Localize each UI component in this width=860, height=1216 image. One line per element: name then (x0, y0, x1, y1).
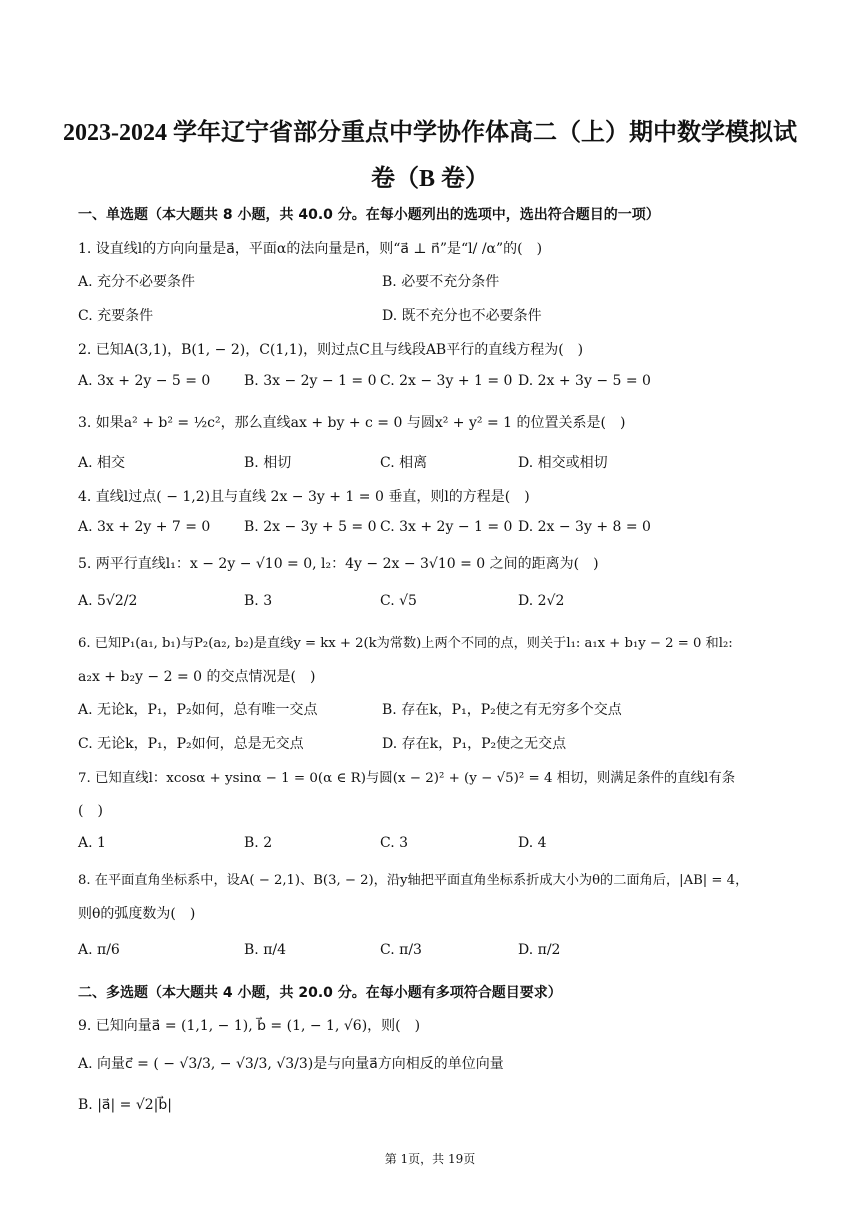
question-5-option-a: A. 5√2/2 (78, 593, 138, 609)
section-heading-multiple-choice: 二、多选题（本大题共 4 小题，共 20.0 分。在每小题有多项符合题目要求） (78, 985, 562, 1001)
question-1-stem: 1. 设直线l的方向向量是a⃗，平面α的法向量是n⃗，则“a⃗ ⊥ n⃗”是“l/ /α”的( ) (78, 241, 543, 257)
question-4-option-a: A. 3x + 2y + 7 = 0 (78, 519, 211, 535)
question-7-stem-line-1: 7. 已知直线l：xcosα + ysinα − 1 = 0(α ∈ R)与圆(x − 2)² + (y − √5)² = 4 相切，则满足条件的直线l有条 (78, 771, 736, 786)
question-5-stem: 5. 两平行直线l₁：x − 2y − √10 = 0, l₂：4y − 2x − 3√10 = 0 之间的距离为( ) (78, 556, 599, 572)
question-6-stem-line-1: 6. 已知P₁(a₁, b₁)与P₂(a₂, b₂)是直线y = kx + 2(k为常数)上两个不同的点，则关于l₁: a₁x + b₁y − 2 = 0 和l₂: (78, 636, 733, 651)
question-8-stem-line-1: 8. 在平面直角坐标系中，设A( − 2,1)、B(3, − 2)，沿y轴把平面直角坐标系折成大小为θ的二面角后，|AB| = 4， (78, 873, 749, 888)
question-8-option-d: D. π/2 (518, 942, 561, 958)
question-2-option-c: C. 2x − 3y + 1 = 0 (380, 373, 513, 389)
section-heading-single-choice: 一、单选题（本大题共 8 小题，共 40.0 分。在每小题列出的选项中，选出符合题目的一项） (78, 207, 660, 223)
question-1-option-a: A. 充分不必要条件 (78, 274, 196, 290)
question-9-option-b: B. |a⃗| = √2|b⃗| (78, 1097, 172, 1113)
question-4-stem: 4. 直线l过点( − 1,2)且与直线 2x − 3y + 1 = 0 垂直，则l的方程是( ) (78, 489, 530, 505)
question-4-option-c: C. 3x + 2y − 1 = 0 (380, 519, 513, 535)
document-title-line-1: 2023-2024 学年辽宁省部分重点中学协作体高二（上）期中数学模拟试 (63, 120, 797, 146)
question-4-option-b: B. 2x − 3y + 5 = 0 (244, 519, 377, 535)
question-6-option-c: C. 无论k，P₁，P₂如何，总是无交点 (78, 736, 304, 752)
question-4-option-d: D. 2x − 3y + 8 = 0 (518, 519, 651, 535)
question-7-option-b: B. 2 (244, 835, 273, 851)
question-5-option-c: C. √5 (380, 593, 417, 609)
question-6-option-b: B. 存在k，P₁，P₂使之有无穷多个交点 (382, 702, 622, 718)
question-8-option-c: C. π/3 (380, 942, 422, 958)
question-7-option-a: A. 1 (78, 835, 106, 851)
question-5-option-d: D. 2√2 (518, 593, 565, 609)
question-9-stem: 9. 已知向量a⃗ = (1,1, − 1), b⃗ = (1, − 1, √6)，则( ) (78, 1018, 421, 1034)
question-8-option-a: A. π/6 (78, 942, 120, 958)
question-6-option-a: A. 无论k，P₁，P₂如何，总有唯一交点 (78, 702, 318, 718)
question-9-option-a: A. 向量c⃗ = ( − √3/3, − √3/3, √3/3)是与向量a⃗方向相反的单位向量 (78, 1056, 504, 1072)
question-8-option-b: B. π/4 (244, 942, 287, 958)
question-3-option-c: C. 相离 (380, 455, 428, 471)
question-2-option-b: B. 3x − 2y − 1 = 0 (244, 373, 377, 389)
question-1-option-c: C. 充要条件 (78, 308, 154, 324)
question-2-option-a: A. 3x + 2y − 5 = 0 (78, 373, 211, 389)
question-3-option-a: A. 相交 (78, 455, 126, 471)
question-1-option-d: D. 既不充分也不必要条件 (382, 308, 542, 324)
question-3-option-b: B. 相切 (244, 455, 292, 471)
document-title-line-2: 卷（B 卷） (370, 166, 489, 192)
question-7-option-d: D. 4 (518, 835, 547, 851)
question-7-option-c: C. 3 (380, 835, 409, 851)
question-1-option-b: B. 必要不充分条件 (382, 274, 500, 290)
page-footer: 第 1页，共 19页 (384, 1152, 476, 1166)
question-3-stem: 3. 如果a² + b² = ½c²，那么直线ax + by + c = 0 与圆x² + y² = 1 的位置关系是( ) (78, 415, 626, 431)
question-2-option-d: D. 2x + 3y − 5 = 0 (518, 373, 651, 389)
question-6-stem-line-2: a₂x + b₂y − 2 = 0 的交点情况是( ) (78, 669, 316, 685)
question-5-option-b: B. 3 (244, 593, 273, 609)
question-7-stem-line-2: ( ) (78, 803, 103, 819)
question-2-stem: 2. 已知A(3,1)，B(1, − 2)，C(1,1)，则过点C且与线段AB平行的直线方程为( ) (78, 342, 584, 358)
question-6-option-d: D. 存在k，P₁，P₂使之无交点 (382, 736, 567, 752)
question-8-stem-line-2: 则θ的弧度数为( ) (78, 906, 196, 922)
question-3-option-d: D. 相交或相切 (518, 455, 608, 471)
